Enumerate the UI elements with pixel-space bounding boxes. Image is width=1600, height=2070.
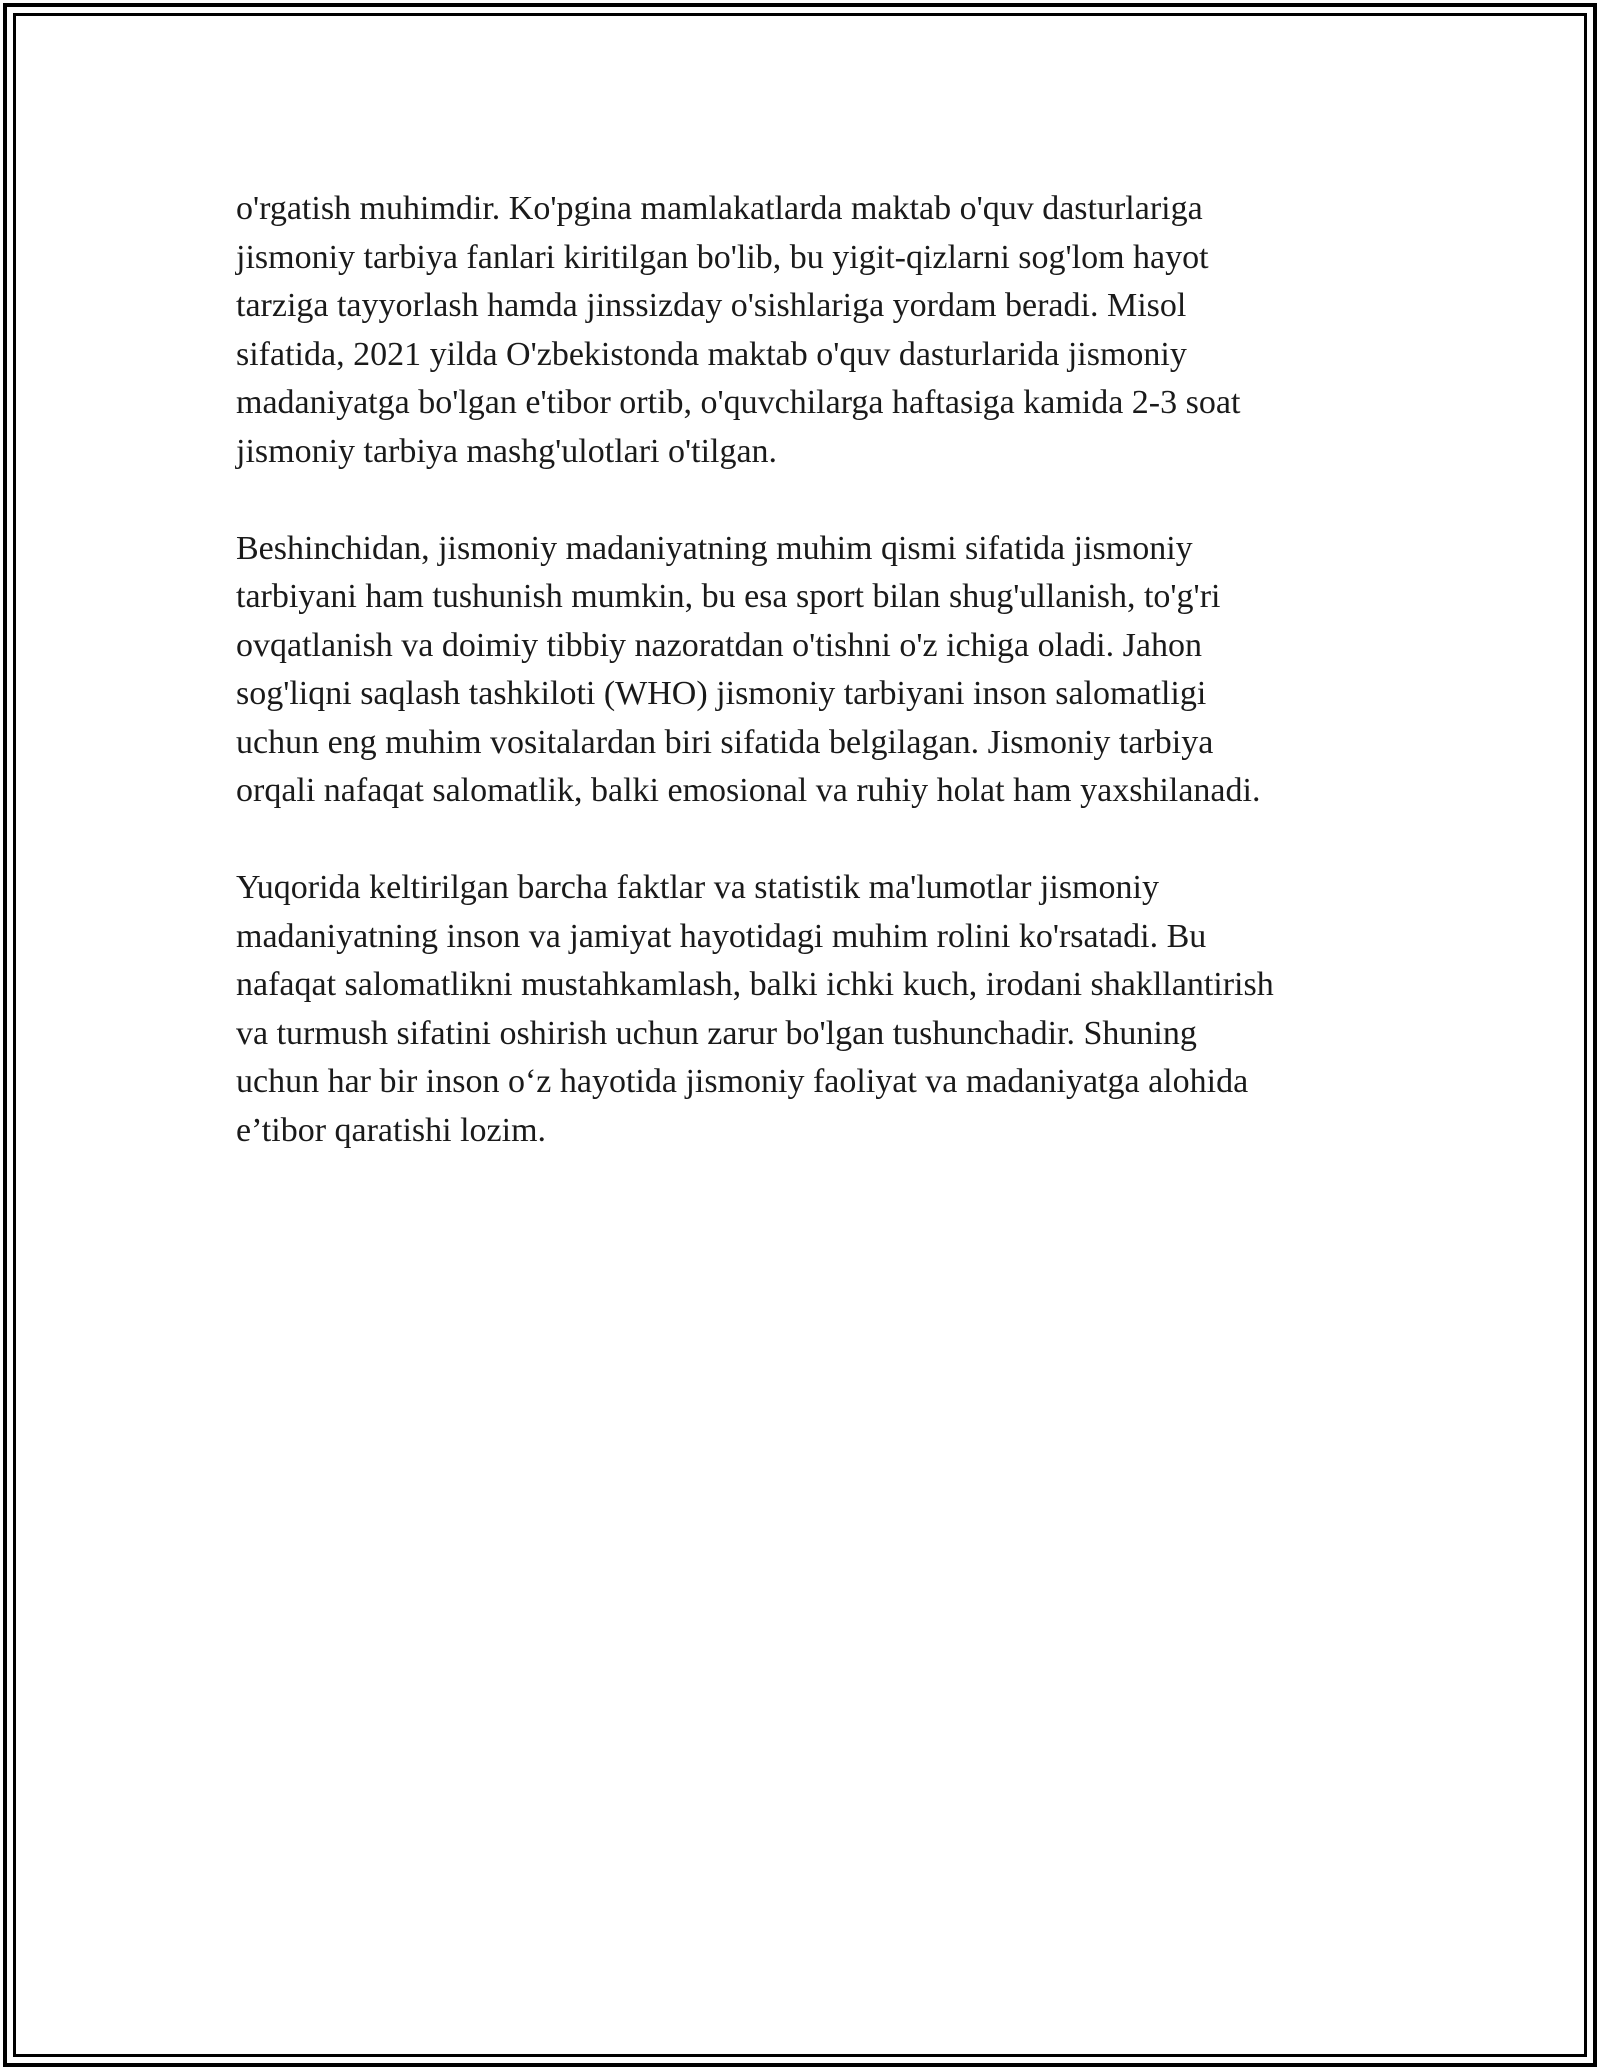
paragraph-2: Beshinchidan, jismoniy madaniyatning muhim qismi sifatida jismoniy tarbiyani ham tushunish mumkin, bu esa sport bilan shug'ullanish, to'g'ri ovqatlanish va doimiy tibbiy nazoratdan o'tishni o'z ichiga oladi. Jahon sog'liqni saqlash tashkiloti (WHO) jismoniy tarbiyani inson salomatligi uchun eng muhim vositalardan biri sifatida belgilagan. Jismoniy tarbiya orqali nafaqat salomatlik, balki emosional va ruhiy holat ham yaxshilanadi. — [236, 529, 1261, 809]
document-body — [236, 185, 1366, 1204]
paragraph-3: Yuqorida keltirilgan barcha faktlar va statistik ma'lumotlar jismoniy madaniyatning inson va jamiyat hayotidagi muhim rolini ko'rsatadi. Bu nafaqat salomatlikni mustahkamlash, balki ichki kuch, irodani shakllantirish va turmush sifatini oshirish uchun zarur bo'lgan tushunchadir. Shuning uchun har bir inson o‘z hayotida jismoniy faoliyat va madaniyatga alohida e’tibor qaratishi lozim. — [236, 869, 1274, 1149]
paragraph-1: o'rgatish muhimdir. Ko'pgina mamlakatlarda maktab o'quv dasturlariga jismoniy tarbiya fanlari kiritilgan bo'lib, bu yigit-qizlarni sog'lom hayot tarziga tayyorlash hamda jinssizday o'sishlariga yordam beradi. Misol sifatida, 2021 yilda O'zbekistonda maktab o'quv dasturlarida jismoniy madaniyatga bo'lgan e'tibor ortib, o'quvchilarga haftasiga kamida 2-3 soat jismoniy tarbiya mashg'ulotlari o'tilgan. — [236, 190, 1241, 470]
